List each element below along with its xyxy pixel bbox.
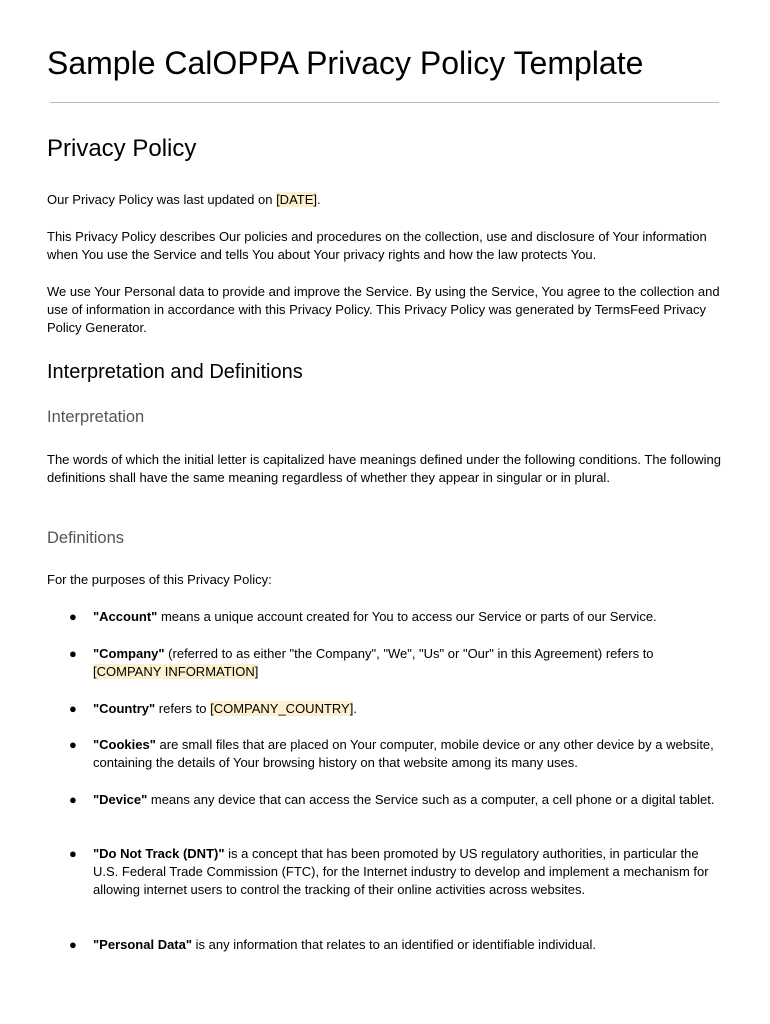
definition-text: "Do Not Track (DNT)" is a concept that has been promoted by US regulatory authorities, in particular the U.S. Federal Trade Commission (FTC), for the Internet industry to develop and implement a mechanism for allowing internet users to control the tracking of their online activities across websites. xyxy=(93,846,709,898)
definition-term: "Personal Data" xyxy=(93,937,193,952)
bullet-icon: ● xyxy=(69,792,77,807)
company-information-placeholder: [COMPANY INFORMATION] xyxy=(93,664,259,680)
title-divider xyxy=(50,102,719,103)
intro-paragraph-2: We use Your Personal data to provide and improve the Service. By using the Service, You agree to the collection and use of information in accordance with this Privacy Policy. This Privacy Policy was generated by TermsFeed Privacy Policy Generator. xyxy=(47,284,720,336)
date-placeholder: [DATE] xyxy=(276,192,317,207)
privacy-policy-heading: Privacy Policy xyxy=(47,135,197,162)
definition-term: "Account" xyxy=(93,609,158,624)
bullet-icon: ● xyxy=(69,737,77,752)
definition-text: "Personal Data" is any information that relates to an identified or identifiable individual. xyxy=(93,937,596,952)
bullet-icon: ● xyxy=(69,937,77,952)
definition-term: "Do Not Track (DNT)" xyxy=(93,846,225,861)
definition-text: "Account" means a unique account created for You to access our Service or parts of our Service. xyxy=(93,609,657,624)
definition-text: "Cookies" are small files that are placed on Your computer, mobile device or any other device by a website, containing the details of Your browsing history on that website among its many uses. xyxy=(93,737,714,771)
intro-paragraph-1: This Privacy Policy describes Our policies and procedures on the collection, use and disclosure of Your information when You use the Service and tells You about Your privacy rights and how the law protects You. xyxy=(47,229,707,263)
definition-term: "Country" xyxy=(93,701,156,716)
definition-text: "Country" refers to [COMPANY_COUNTRY]. xyxy=(93,701,357,716)
bullet-icon: ● xyxy=(69,846,77,861)
definitions-intro: For the purposes of this Privacy Policy: xyxy=(47,572,272,587)
last-updated-paragraph: Our Privacy Policy was last updated on [DATE]. xyxy=(47,192,321,207)
definition-term: "Device" xyxy=(93,792,148,807)
definitions-heading: Definitions xyxy=(47,529,125,547)
definition-text: "Company" (referred to as either "the Company", "We", "Us" or "Our" in this Agreement) refers to [COMPANY INFORMATION] xyxy=(93,646,654,680)
definition-term: "Company" xyxy=(93,646,165,661)
interpretation-definitions-heading: Interpretation and Definitions xyxy=(47,361,303,383)
definition-term: "Cookies" xyxy=(93,737,156,752)
bullet-icon: ● xyxy=(69,646,77,661)
bullet-icon: ● xyxy=(69,609,77,624)
interpretation-heading: Interpretation xyxy=(47,408,145,426)
document-title: Sample CalOPPA Privacy Policy Template xyxy=(47,45,644,81)
company-country-placeholder: [COMPANY_COUNTRY] xyxy=(210,701,354,716)
definition-text: "Device" means any device that can access the Service such as a computer, a cell phone or a digital tablet. xyxy=(93,792,715,807)
bullet-icon: ● xyxy=(69,701,77,716)
interpretation-paragraph: The words of which the initial letter is capitalized have meanings defined under the following conditions. The following definitions shall have the same meaning regardless of whether they appear in singular or in plural. xyxy=(47,452,721,486)
